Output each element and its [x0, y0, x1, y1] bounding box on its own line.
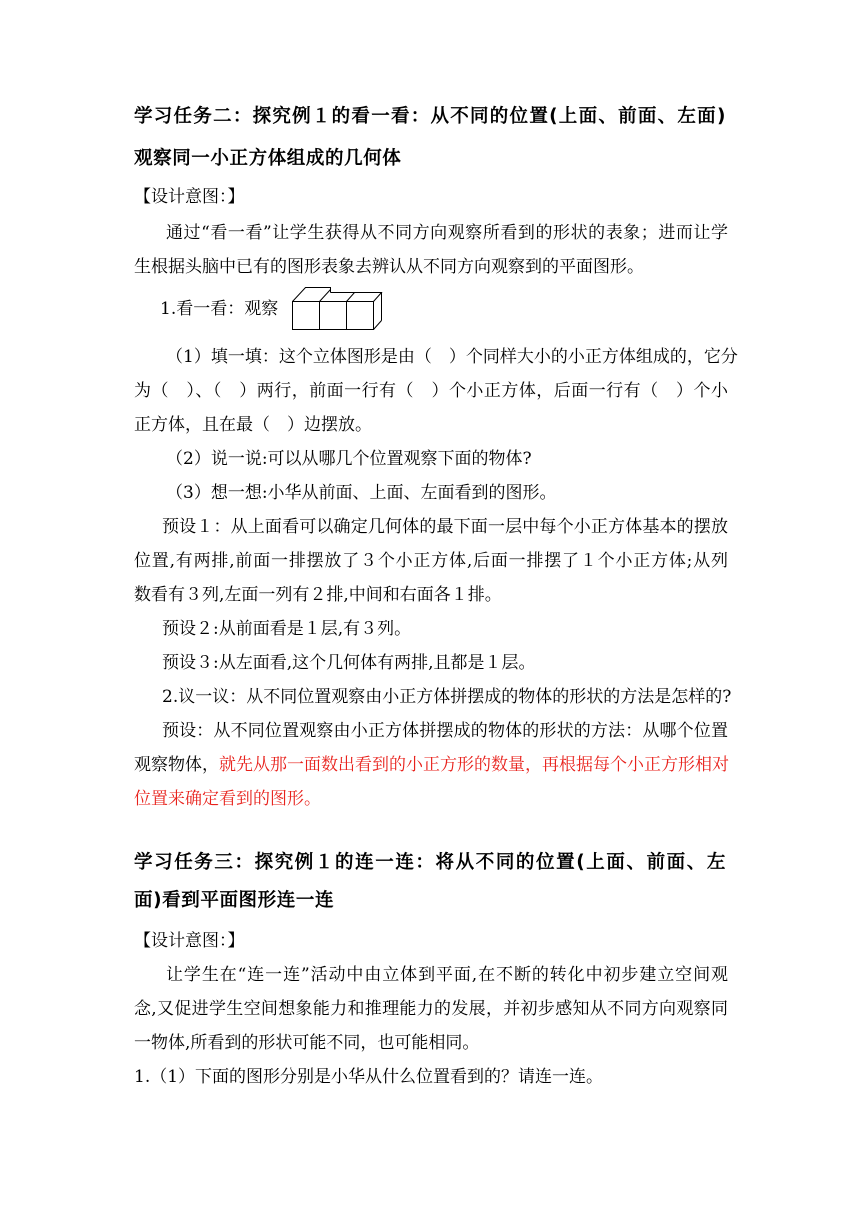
- q1-line3: 正方体，且在最（ ）边摆放。: [134, 415, 372, 435]
- discuss-preset-line1: 预设：从不同位置观察由小正方体拼摆成的物体的形状的方法：从哪个位置: [162, 721, 728, 741]
- task2-heading-line2: 观察同一小正方体组成的几何体: [134, 148, 402, 169]
- preset2-line: 预设２:从前面看是１层,有３列。: [162, 619, 412, 639]
- preset-red-text: 就先从那一面数出看到的小正方形的数量，再根据每个小正方形相对: [219, 755, 729, 775]
- task3-design-label: 【设计意图：】: [134, 931, 245, 951]
- task2-heading-line1: 学习任务二：探究例１的看一看：从不同的位置(上面、前面、左面): [134, 106, 726, 127]
- discuss-preset-line3: 位置来确定看到的图形。: [134, 789, 321, 809]
- q1-line2: 为（ ）、（ ）两行，前面一行有（ ）个小正方体，后面一行有（ ）个小: [134, 381, 728, 401]
- task2-intent-line2: 生根据头脑中已有的图形表象去辨认从不同方向观察到的平面图形。: [134, 257, 644, 277]
- preset1-line1: 预设１：从上面看可以确定几何体的最下面一层中每个小正方体基本的摆放: [162, 517, 728, 537]
- preset1-line2: 位置,有两排,前面一排摆放了３个小正方体,后面一排摆了１个小正方体;从列: [134, 551, 728, 571]
- discuss-preset-line2: [134, 754, 729, 776]
- q1-line1: （1）填一填：这个立体图形是由（ ）个同样大小的小正方体组成的，它分: [166, 347, 738, 367]
- front-cube-3: [347, 302, 374, 330]
- cube-figure: [292, 286, 384, 330]
- q3-line: （3）想一想:小华从前面、上面、左面看到的图形。: [166, 483, 557, 503]
- front-cube-1: [293, 302, 320, 330]
- front-cube-2: [320, 302, 347, 330]
- task3-heading-line2: 面)看到平面图形连一连: [134, 890, 335, 911]
- task3-intent-line2: 念,又促进学生空间想象能力和推理能力的发展，并初步感知从不同方向观察同: [134, 999, 728, 1019]
- q2-line: （2）说一说:可以从哪几个位置观察下面的物体?: [166, 449, 532, 469]
- task3-heading-line1: 学习任务三：探究例１的连一连：将从不同的位置(上面、前面、左: [134, 852, 726, 873]
- task3-q1-line: 1.（1）下面的图形分别是小华从什么位置看到的？请连一连。: [134, 1067, 604, 1087]
- preset-black-text: 观察物体，: [134, 755, 219, 775]
- preset1-line3: 数看有３列,左面一列有２排,中间和右面各１排。: [134, 585, 502, 605]
- task2-design-label: 【设计意图：】: [134, 187, 245, 207]
- task3-intent-line3: 一物体,所看到的形状可能不同，也可能相同。: [134, 1033, 480, 1053]
- task2-intent-line1: 通过“看一看”让学生获得从不同方向观察所看到的形状的表象；进而让学: [166, 223, 728, 243]
- discuss-line: 2.议一议：从不同位置观察由小正方体拼摆成的物体的形状的方法是怎样的?: [162, 687, 732, 707]
- look-label: 1.看一看：观察: [160, 299, 279, 319]
- task3-intent-line1: 让学生在“连一连”活动中由立体到平面,在不断的转化中初步建立空间观: [166, 965, 728, 985]
- preset3-line: 预设３:从左面看,这个几何体有两排,且都是１层。: [162, 653, 536, 673]
